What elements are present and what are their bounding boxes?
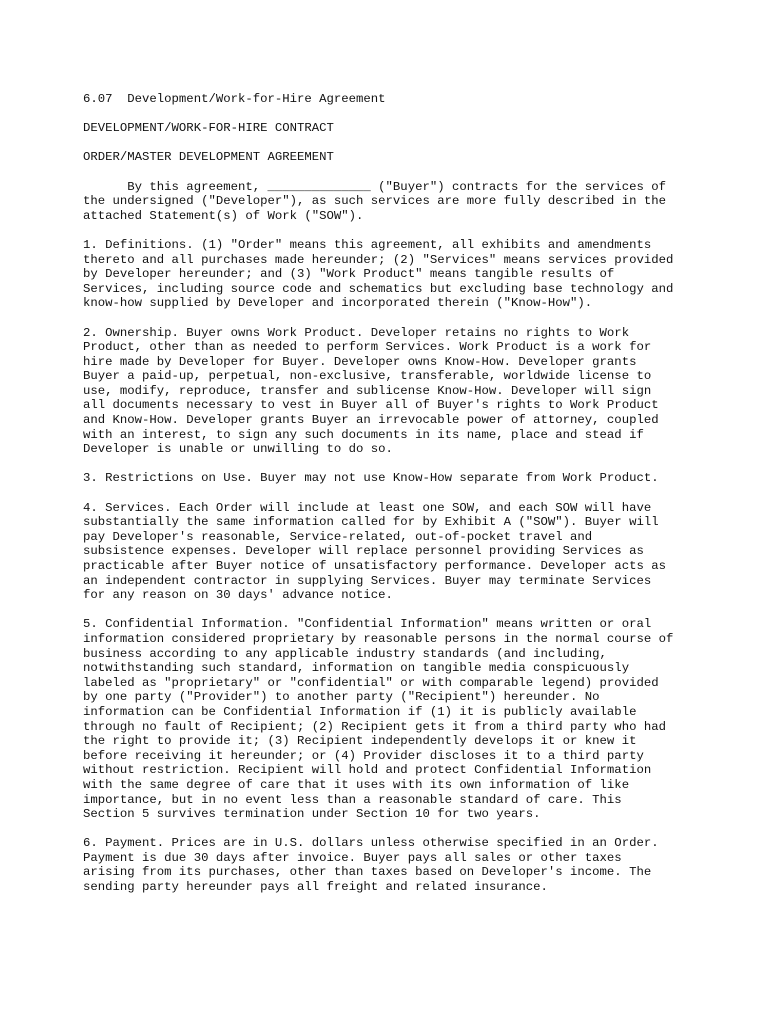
paragraph-line: pay Developer's reasonable, Service-related, out-of-pocket travel and — [83, 529, 593, 544]
paragraph-line: 1. Definitions. (1) "Order" means this agreement, all exhibits and amendments — [83, 237, 652, 252]
paragraph-line: Product, other than as needed to perform Services. Work Product is a work for — [83, 340, 652, 355]
paragraph-line: by one party ("Provider") to another party ("Recipient") hereunder. No — [83, 690, 600, 705]
paragraph-line: know-how supplied by Developer and incorporated therein ("Know-How"). — [83, 296, 593, 311]
section-definitions — [83, 238, 723, 311]
document-heading: 6.07 Development/Work-for-Hire Agreement — [83, 92, 386, 106]
paragraph-gap — [83, 165, 723, 180]
intro-paragraph — [83, 180, 723, 224]
paragraph-line: attached Statement(s) of Work ("SOW"). — [83, 208, 364, 223]
paragraph-line: By this agreement, ______________ ("Buyer") contracts for the services of — [83, 179, 666, 194]
paragraph-line: by Developer hereunder; and (3) "Work Product" means tangible results of — [83, 267, 615, 282]
paragraph-gap — [83, 311, 723, 326]
paragraph-line: through no fault of Recipient; (2) Recipient gets it from a third party who had — [83, 719, 666, 734]
paragraph-line: business according to any applicable industry standards (and including, — [83, 646, 607, 661]
paragraph-line: Services, including source code and schematics but excluding base technology and — [83, 281, 674, 296]
paragraph-line: all documents necessary to vest in Buyer all of Buyer's rights to Work Product — [83, 398, 659, 413]
paragraph-line: information considered proprietary by reasonable persons in the normal course of — [83, 631, 674, 646]
agreement-title: ORDER/MASTER DEVELOPMENT AGREEMENT — [83, 150, 334, 165]
paragraph-line: Section 5 survives termination under Section 10 for two years. — [83, 807, 541, 822]
paragraph-line: Developer is unable or unwilling to do so. — [83, 442, 393, 457]
section-confidential-information — [83, 617, 723, 821]
section-ownership — [83, 326, 723, 457]
paragraph-line: practicable after Buyer notice of unsatisfactory performance. Developer acts as — [83, 559, 666, 573]
paragraph-line: 5. Confidential Information. "Confidential Information" means written or oral — [83, 617, 652, 632]
paragraph-gap — [83, 603, 723, 618]
paragraph-line: with the same degree of care that it uses with its own information of like — [83, 777, 630, 792]
paragraph-gap — [83, 822, 723, 837]
contract-title: DEVELOPMENT/WORK-FOR-HIRE CONTRACT — [83, 121, 334, 136]
paragraph-line: and Know-How. Developer grants Buyer an irrevocable power of attorney, coupled — [83, 413, 659, 428]
paragraph-line: before receiving it hereunder; or (4) Provider discloses it to a third party — [83, 748, 644, 763]
paragraph-line: labeled as "proprietary" or "confidential" or with comparable legend) provided — [83, 675, 659, 690]
paragraph-line: for any reason on 30 days' advance notice. — [83, 588, 393, 603]
paragraph-line: 2. Ownership. Buyer owns Work Product. Developer retains no rights to Work — [83, 325, 630, 340]
paragraph-line: 3. Restrictions on Use. Buyer may not use Know-How separate from Work Product. — [83, 471, 659, 486]
paragraph-line: the right to provide it; (3) Recipient independently develops it or knew it — [83, 734, 637, 749]
paragraph-gap — [83, 136, 723, 151]
paragraph-gap — [83, 486, 723, 501]
paragraph-line: arising from its purchases, other than taxes based on Developer's income. The — [83, 865, 652, 880]
paragraph-gap — [83, 223, 723, 238]
document-body — [83, 92, 723, 895]
paragraph-line: with an interest, to sign any such documents in its name, place and stead if — [83, 427, 644, 442]
paragraph-line: substantially the same information called for by Exhibit A ("SOW"). Buyer will — [83, 515, 659, 530]
paragraph-line: without restriction. Recipient will hold and protect Confidential Information — [83, 763, 652, 778]
paragraph-line: thereto and all purchases made hereunder; (2) "Services" means services provided — [83, 252, 674, 267]
paragraph-line: hire made by Developer for Buyer. Developer owns Know-How. Developer grants — [83, 354, 637, 369]
section-restrictions — [83, 471, 723, 486]
section-services — [83, 501, 723, 603]
paragraph-line: subsistence expenses. Developer will replace personnel providing Services as — [83, 544, 644, 559]
paragraph-gap — [83, 107, 723, 122]
section-payment — [83, 836, 723, 894]
paragraph-line: importance, but in no event less than a reasonable standard of care. This — [83, 792, 622, 807]
paragraph-line: information can be Confidential Information if (1) it is publicly available — [83, 704, 637, 719]
paragraph-line: use, modify, reproduce, transfer and sublicense Know-How. Developer will sign — [83, 383, 652, 398]
paragraph-line: sending party hereunder pays all freight and related insurance. — [83, 880, 548, 895]
paragraph-line: notwithstanding such standard, information on tangible media conspicuously — [83, 661, 630, 676]
paragraph-line: Buyer a paid-up, perpetual, non-exclusive, transferable, worldwide license to — [83, 369, 652, 384]
paragraph-line: the undersigned ("Developer"), as such services are more fully described in the — [83, 194, 666, 209]
paragraph-gap — [83, 457, 723, 472]
paragraph-line: an independent contractor in supplying Services. Buyer may terminate Services — [83, 573, 652, 588]
paragraph-line: 6. Payment. Prices are in U.S. dollars unless otherwise specified in an Order. — [83, 836, 659, 851]
paragraph-line: 4. Services. Each Order will include at least one SOW, and each SOW will have — [83, 500, 652, 515]
paragraph-line: Payment is due 30 days after invoice. Buyer pays all sales or other taxes — [83, 850, 622, 865]
